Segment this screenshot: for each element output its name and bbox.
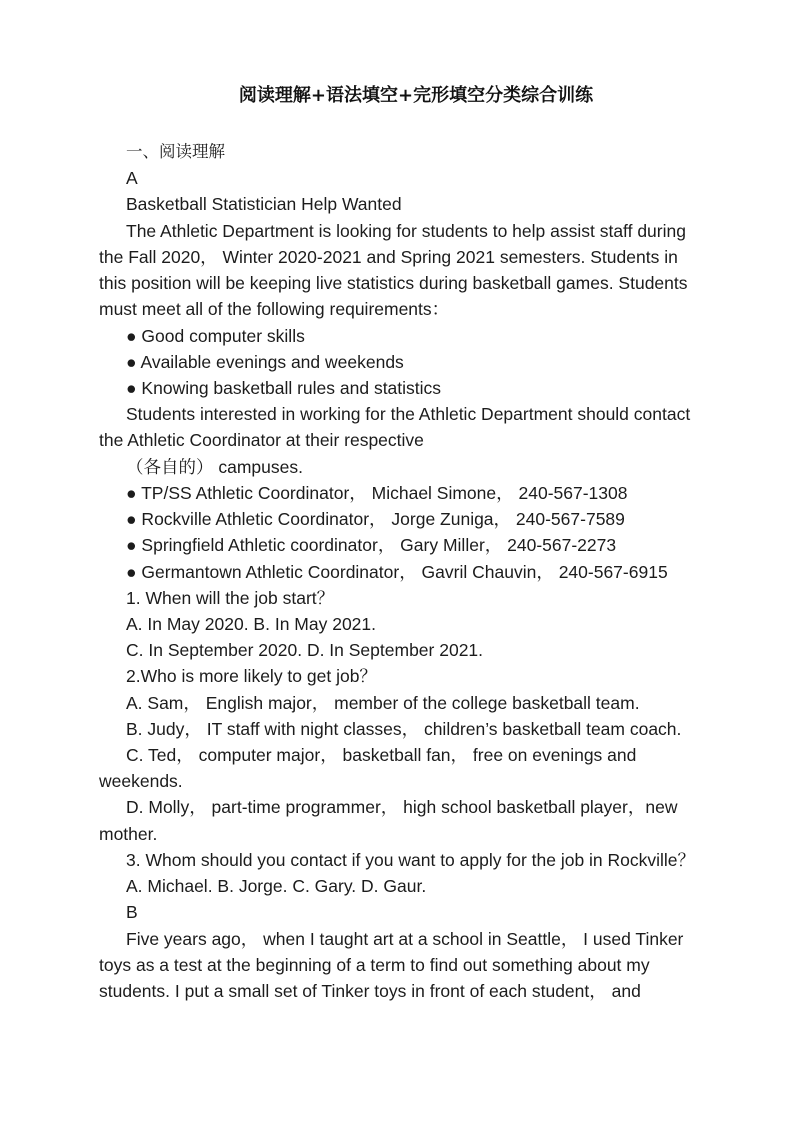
passage-a-intro-line: the Fall 2020， Winter 2020-2021 and Spring 2021 semesters. Students in	[99, 246, 678, 267]
passage-a-intro-line: this position will be keeping live statistics during basketball games. Students	[99, 273, 688, 294]
contact-line: （各自的） campuses.	[126, 456, 303, 477]
question-2-stem: 2.Who is more likely to get job？	[126, 666, 377, 687]
question-1-options: C. In September 2020. D. In September 2021.	[126, 640, 484, 661]
requirement-item: ● Good computer skills	[126, 325, 305, 346]
passage-b-line: Five years ago， when I taught art at a school in Seattle， I used Tinker	[126, 928, 684, 949]
passage-a-intro-line: must meet all of the following requirements：	[99, 299, 450, 320]
requirement-item: ● Knowing basketball rules and statistics	[126, 377, 442, 398]
question-1-stem: 1. When will the job start？	[126, 587, 335, 608]
passage-b-line: toys as a test at the beginning of a term to find out something about my	[99, 954, 650, 975]
document-title: 阅读理解+语法填空+完形填空分类综合训练	[238, 85, 594, 106]
question-2-option-b: B. Judy， IT staff with night classes， children’s basketball team coach.	[126, 718, 682, 739]
question-1-options: A. In May 2020. B. In May 2021.	[126, 613, 376, 634]
coordinator-item: ● Rockville Athletic Coordinator， Jorge Zuniga， 240-567-7589	[126, 509, 625, 530]
coordinator-item: ● TP/SS Athletic Coordinator， Michael Simone， 240-567-1308	[126, 482, 628, 503]
question-2-option-d-continued: mother.	[99, 823, 158, 844]
passage-b-line: students. I put a small set of Tinker toys in front of each student， and	[99, 981, 641, 1001]
contact-line: the Athletic Coordinator at their respective	[99, 430, 424, 451]
question-3-stem: 3. Whom should you contact if you want to apply for the job in Rockville？	[126, 849, 696, 870]
question-3-options: A. Michael. B. Jorge. C. Gary. D. Gaur.	[126, 876, 427, 897]
section-heading: 一、阅读理解	[126, 142, 225, 161]
question-2-option-c-continued: weekends.	[99, 771, 183, 792]
requirement-item: ● Available evenings and weekends	[126, 351, 404, 372]
coordinator-item: ● Springfield Athletic coordinator， Gary Miller， 240-567-2273	[126, 535, 617, 556]
passage-a-label: A	[126, 168, 138, 189]
question-2-option-c: C. Ted， computer major， basketball fan， free on evenings and	[126, 745, 637, 766]
document-body	[99, 139, 739, 1004]
question-2-option-a: A. Sam， English major， member of the college basketball team.	[126, 692, 640, 713]
passage-a-ad-title: Basketball Statistician Help Wanted	[126, 194, 402, 215]
contact-line: Students interested in working for the Athletic Department should contact	[126, 404, 691, 425]
passage-b-label: B	[126, 902, 138, 923]
passage-a-intro-line: The Athletic Department is looking for students to help assist staff during	[126, 220, 686, 241]
coordinator-item: ● Germantown Athletic Coordinator， Gavril Chauvin， 240-567-6915	[126, 561, 668, 582]
question-2-option-d: D. Molly， part-time programmer， high school basketball player，new	[126, 797, 678, 818]
